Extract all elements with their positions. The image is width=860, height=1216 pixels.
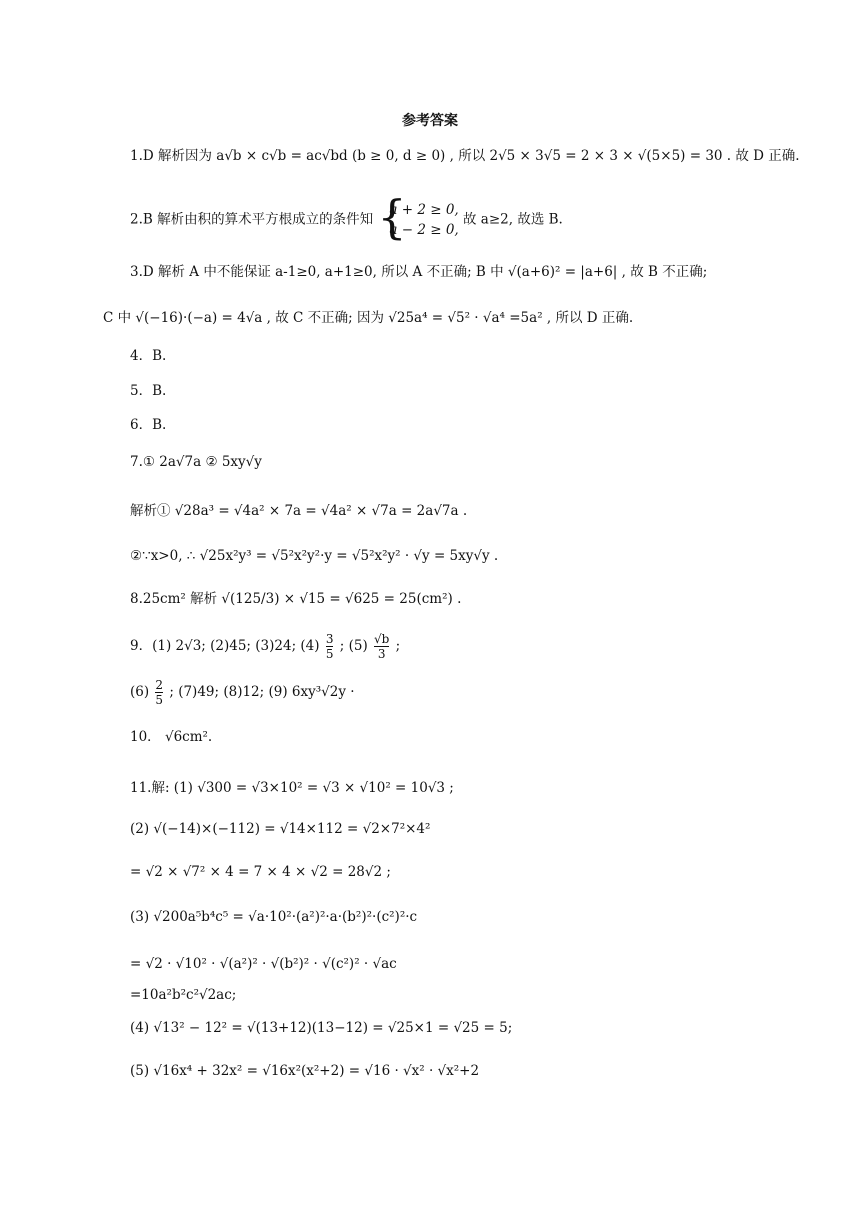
answer-11-1: 11.解: (1) √300 = √3×10² = √3 × √10² = 10√3 ; <box>130 780 454 796</box>
page-title: 参考答案 <box>402 113 458 129</box>
condition-2: a − 2 ≥ 0, <box>389 222 459 238</box>
condition-system <box>379 200 458 240</box>
answer-7-analysis-2: ②∵x>0, ∴ √25x²y³ = √5²x²y²·y = √5²x²y² · √y = 5xy√y . <box>130 548 499 564</box>
answer-3-line-1: 3.D 解析 A 中不能保证 a-1≥0, a+1≥0, 所以 A 不正确; B 中 √(a+6)² = |a+6| , 故 B 不正确; <box>130 264 708 280</box>
answer-8: 8.25cm² 解析 √(125/3) × √15 = √625 = 25(cm²) . <box>130 591 462 607</box>
fraction-sqrtb-3 <box>374 632 389 661</box>
answer-11-2: (2) √(−14)×(−112) = √14×112 = √2×7²×4² <box>130 821 431 837</box>
answer-3-line-2: C 中 √(−16)·(−a) = 4√a , 故 C 不正确; 因为 √25a⁴ = √5² · √a⁴ =5a² , 所以 D 正确. <box>103 310 634 326</box>
answer-11-4: (4) √13² − 12² = √(13+12)(13−12) = √25×1 = √25 = 5; <box>130 1020 513 1036</box>
fraction-3-5 <box>326 632 334 661</box>
fraction-denominator: 5 <box>155 693 164 707</box>
answer-9-part-3: ; <box>395 638 401 654</box>
answer-1: 1.D 解析因为 a√b × c√b = ac√bd (b ≥ 0, d ≥ 0) , 所以 2√5 × 3√5 = 2 × 3 × √(5×5) = 30 . 故 D 正确. <box>130 148 800 164</box>
answer-9-line-2 <box>130 678 355 707</box>
answer-9-part-5: ; (7)49; (8)12; (9) 6xy³√2y · <box>169 684 355 700</box>
answer-2-conclusion: 故 a≥2, 故选 B. <box>463 211 563 228</box>
answer-5: 5．B. <box>130 383 167 399</box>
condition-1: { a + 2 ≥ 0, <box>389 202 459 218</box>
answer-9-part-4: (6) <box>130 684 150 700</box>
fraction-2-5 <box>155 678 163 707</box>
fraction-numerator: 2 <box>155 678 164 692</box>
fraction-numerator: √b <box>374 632 390 646</box>
answer-2 <box>130 200 563 240</box>
answer-9-part-2: ; (5) <box>339 638 368 654</box>
answer-11-2-cont: = √2 × √7² × 4 = 7 × 4 × √2 = 28√2 ; <box>130 864 391 880</box>
answer-11-3-cont: = √2 · √10² · √(a²)² · √(b²)² · √(c²)² · √ac <box>130 956 397 972</box>
answer-2-intro: 2.B 解析由积的算术平方根成立的条件知 <box>130 211 374 228</box>
answer-10: 10． √6cm². <box>130 729 213 745</box>
fraction-denominator: 5 <box>325 647 334 661</box>
answer-9-line-1 <box>130 632 400 661</box>
answer-7: 7.① 2a√7a ② 5xy√y <box>130 454 262 470</box>
answer-9-part-1: 9．(1) 2√3; (2)45; (3)24; (4) <box>130 638 320 654</box>
fraction-denominator: 3 <box>377 647 386 661</box>
answer-11-3-result: =10a²b²c²√2ac; <box>130 987 237 1003</box>
answer-4: 4．B. <box>130 348 167 364</box>
answer-6: 6．B. <box>130 417 167 433</box>
answer-11-3: (3) √200a⁵b⁴c⁵ = √a·10²·(a²)²·a·(b²)²·(c²)²·c <box>130 909 418 925</box>
answer-11-5: (5) √16x⁴ + 32x² = √16x²(x²+2) = √16 · √x² · √x²+2 <box>130 1063 480 1079</box>
answer-7-analysis-1: 解析① √28a³ = √4a² × 7a = √4a² × √7a = 2a√7a . <box>130 503 468 519</box>
fraction-numerator: 3 <box>325 632 334 646</box>
